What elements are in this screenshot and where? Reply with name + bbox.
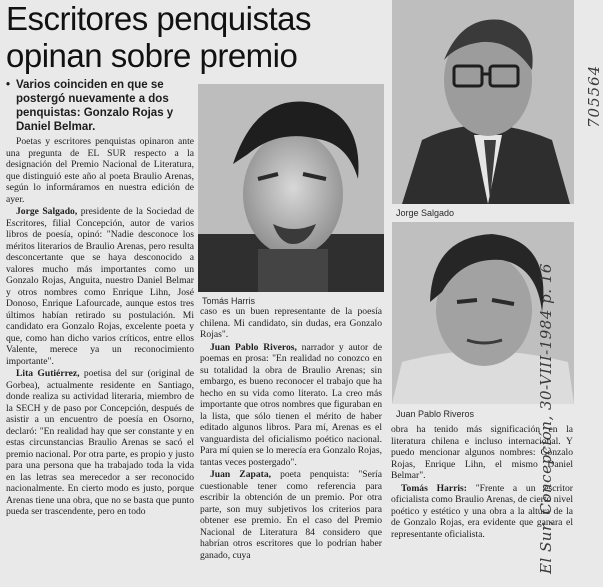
paragraph-text: caso es un buen representante de la poesía chilena. Mi candidato, sin dudas, era Gonzalo Rojas". [200, 306, 382, 340]
handwritten-catalog-number: 705564 [585, 64, 603, 128]
article-column-1 [6, 136, 194, 587]
paragraph-text: obra ha tenido más significación en la literatura chilena e incluso internacional. Y puedo mencionar algunos nombres: Gonzalo Rojas, Enrique Lihn, el mismo Daniel Belmar". [391, 424, 573, 481]
article-column-2 [200, 306, 382, 587]
speaker-name: Lita Gutiérrez, [16, 368, 80, 379]
headline-line-2: opinan sobre premio [6, 37, 298, 74]
paragraph [200, 306, 382, 341]
speaker-name: Tomás Harris: [401, 482, 467, 494]
speaker-name: Juan Zapata, [210, 469, 272, 480]
paragraph [6, 136, 194, 205]
paragraph-text: presidente de la Sociedad de Escritores, filial Concepción, autor de varios libros de poesía, opinó: "Nadie desconoce los méritos literarios de Braulio Arenas, pero resulta desconcertante que se haya desconocido a valores mucho más importantes como un Gonzalo Rojas, Anguita, nuestro Daniel Belmar y otros nombres como Enrique Lihn, José Donoso, Enrique Lafourcade, aunque estos tres últimos habían retirado su postulación. Mi candidato era Gonzalo Rojas, excelente poeta y que, como han dicho varios críticos, entre ellos Valente, merece ya un reconocimiento importante". [6, 206, 194, 367]
paragraph [200, 342, 382, 469]
photo-tomas-harris [198, 84, 384, 292]
deck-text: Varios coinciden en que se postergó nuevamente a dos penquistas: Gonzalo Rojas y Daniel Belmar. [16, 79, 174, 133]
photo-caption: Tomás Harris [202, 296, 256, 306]
paragraph [200, 469, 382, 561]
headline-line-1: Escritores penquistas [6, 0, 311, 37]
paragraph-text: poetisa del sur (original de Gorbea), actualmente residente en Santiago, donde realiza su actividad literaria, miembro de la SECH y de paso por Concepción, después de asistir a un encuentro de poesía en Osorno, declaró: "En realidad hay que ser constante y en estas circunstancias Braulio Arenas se sacó el premio nacional. Por otra parte, es propio y justo para una persona que ha trabajado toda la vida en las letras sea merecedor a ser reconocido nacionalmente. En cierto modo es justo, porque Arenas tiene una obra, que no se basta que punto pueda ser trascendente, pero en todo [6, 368, 194, 517]
photo-caption: Jorge Salgado [396, 208, 455, 218]
paragraph-text: "Frente a un escritor oficialista como Braulio Arenas, de cierto nivel poético y estético y una obra a la altura de la de Gonzalo Rojas, era evidente que ganara el representante oficialista. [391, 482, 574, 540]
speaker-name: Juan Pablo Riveros, [210, 341, 297, 353]
portrait-image [392, 0, 574, 204]
paragraph-text: narrador y autor de poemas en prosa: "En realidad no conozco en su totalidad la obra de Braulio Arenas; sin embargo, es bueno reconocer el trabajo que ha hecho en su vida como literato. La creo más importante que otros nombres que figuraban en la lista, que sólo tienen el mérito de haber editado algunos libros. Para mí, Arenas es el vanguardista del oficialismo poético nacional. Para mí quien se lo merecía era Gonzalo Rojas, tantas veces postergado". [200, 341, 382, 468]
paragraph-text: poeta penquista: "Sería cuestionable tener como referencia para escribir la obtención de un premio. Por otra parte, son muy subjetivos los criterios para obtener ese premio. En el caso del Premio Nacional de Literatura 84 considero que habrían otros escritores que lo podrían haber ganado, cuya [200, 469, 382, 561]
deck [6, 78, 196, 134]
photo-jorge-salgado [392, 0, 574, 204]
deck-bullet: • [6, 79, 11, 91]
paragraph [6, 368, 194, 518]
portrait-image [198, 84, 384, 292]
handwritten-source-note: El Sur, Concepción, 30-VIII-1984 p. 16 [537, 263, 555, 574]
speaker-name: Jorge Salgado, [16, 206, 78, 217]
paragraph [6, 206, 194, 367]
photo-caption: Juan Pablo Riveros [396, 409, 475, 419]
paragraph-text: Poetas y escritores penquistas opinaron ante una pregunta de EL SUR respecto a la designación del Premio Nacional de Literatura, que distinguió este año al poeta Braulio Arenas, según lo informáramos en nuestra edición de ayer. [6, 136, 194, 205]
headline [6, 0, 406, 74]
